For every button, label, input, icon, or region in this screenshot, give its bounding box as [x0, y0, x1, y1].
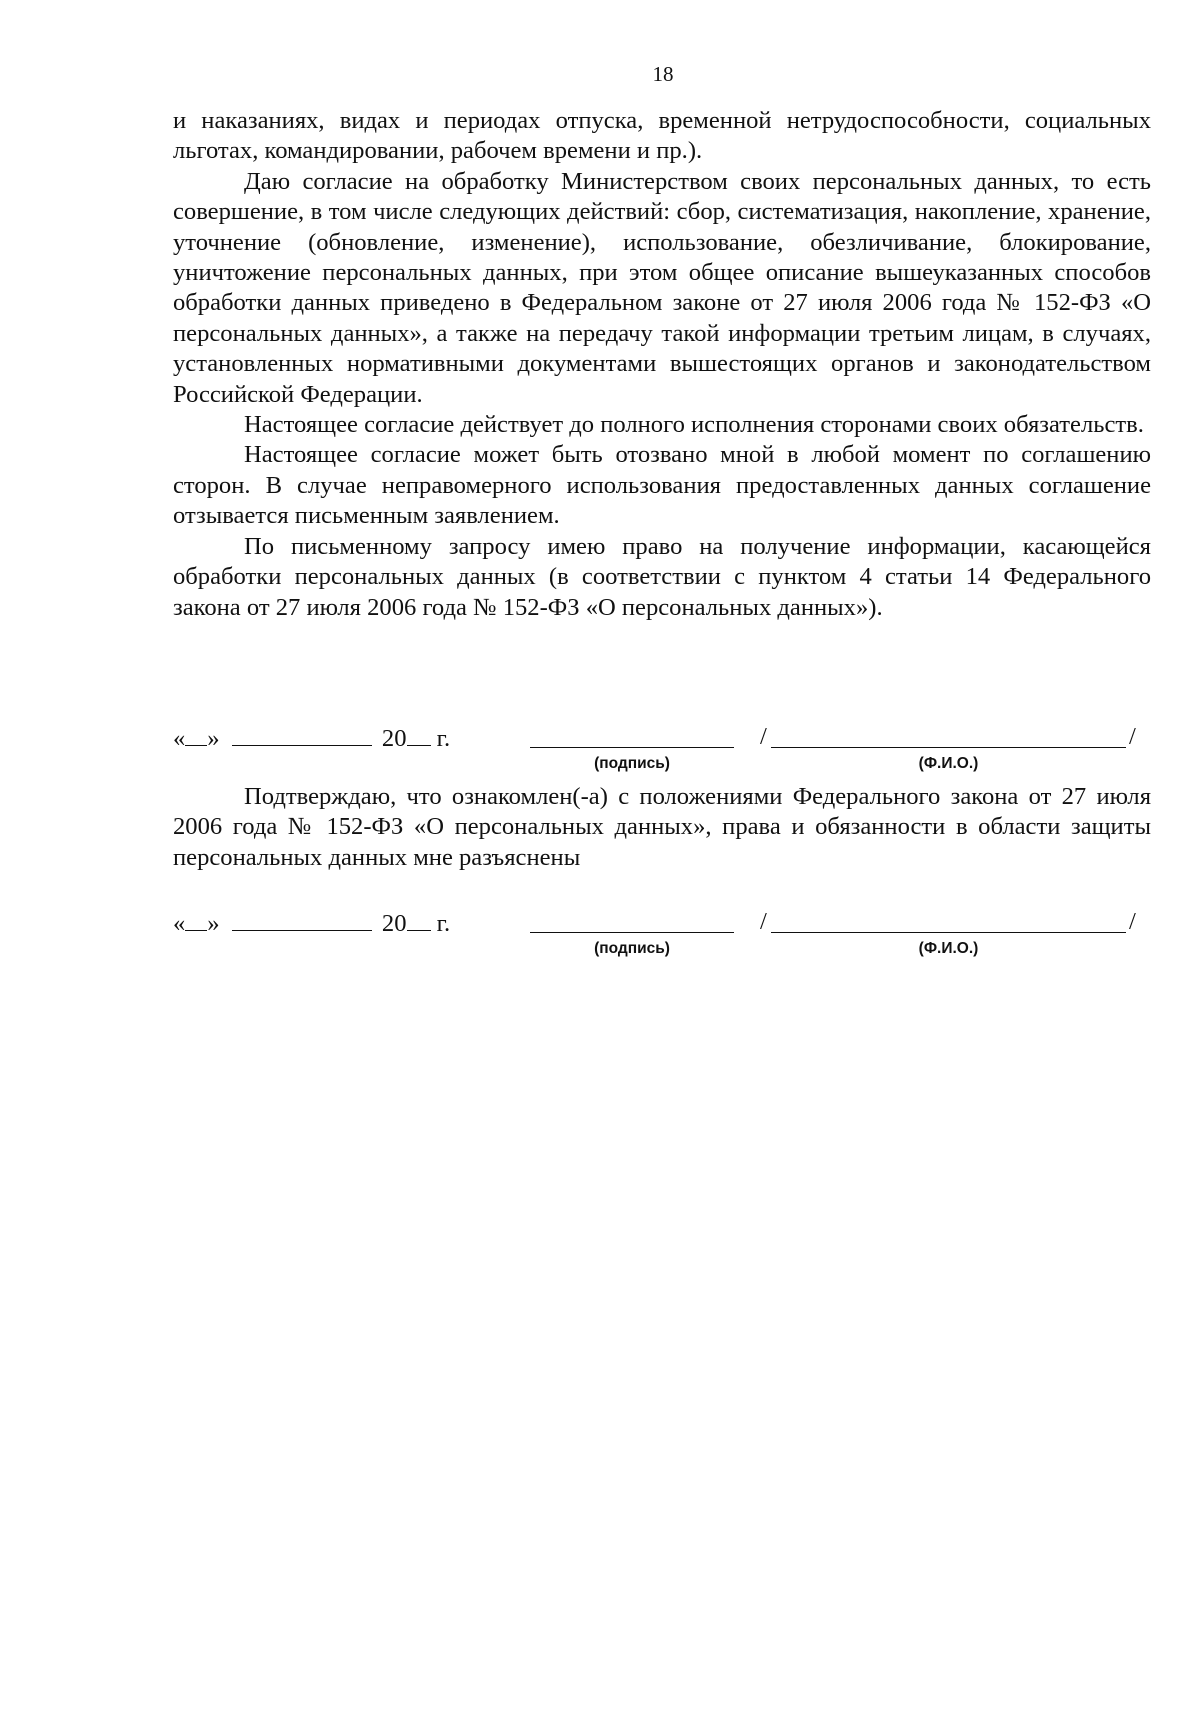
- year-suffix: г.: [436, 725, 451, 752]
- year-blank[interactable]: [407, 723, 431, 746]
- paragraph-information-request: По письменному запросу имею право на получение информации, касающейся обработки персональных данных (в соответствии с пунктом 4 статьи 14 Федерального закона от 27 июля 2006 года № 152-ФЗ «О персональных данных»).: [173, 532, 1151, 621]
- month-blank[interactable]: [232, 723, 372, 746]
- signature-caption: (подпись): [594, 755, 670, 772]
- quote-close: »: [207, 725, 220, 752]
- paragraph-confirmation: Подтверждаю, что ознакомлен(-а) с положениями Федерального закона от 27 июля 2006 года № 152-ФЗ «О персональных данных», права и обязанности в области защиты персональных данных мне разъяснены: [173, 783, 1151, 871]
- month-blank[interactable]: [232, 908, 372, 931]
- date-field[interactable]: [173, 723, 450, 753]
- year-prefix: 20: [381, 910, 407, 937]
- signature-row-1: [173, 723, 1151, 779]
- quote-close: »: [207, 910, 220, 937]
- paragraph-validity: Настоящее согласие действует до полного исполнения сторонами своих обязательств.: [244, 411, 1144, 439]
- slash-left: /: [760, 908, 767, 935]
- date-field[interactable]: [173, 908, 450, 938]
- document-body: [173, 106, 1151, 623]
- name-caption: (Ф.И.О.): [918, 940, 979, 957]
- year-suffix: г.: [436, 910, 451, 937]
- signature-row-2: [173, 908, 1151, 964]
- paragraph-consent: Даю согласие на обработку Министерством своих персональных данных, то есть совершение, в том числе следующих действий: сбор, систематизация, накопление, хранение, уточнение (обновление, изменение), использование, обезличивание, блокирование, уничтожение персональных данных, при этом общее описание вышеуказанных способов обработки данных приведено в Федеральном законе от 27 июля 2006 года № 152-ФЗ «О персональных данных», а также на передачу такой информации третьим лицам, в случаях, установленных нормативными документами вышестоящих органов и законодательством Российской Федерации.: [173, 167, 1151, 408]
- day-blank[interactable]: [185, 723, 207, 746]
- confirmation-block: [173, 782, 1151, 873]
- signature-line[interactable]: [530, 932, 734, 933]
- slash-right: /: [1129, 723, 1136, 750]
- signature-caption: (подпись): [594, 940, 670, 957]
- quote-open: «: [173, 910, 186, 937]
- day-blank[interactable]: [185, 908, 207, 931]
- name-line[interactable]: [771, 747, 1126, 748]
- year-blank[interactable]: [407, 908, 431, 931]
- paragraph-continuation: и наказаниях, видах и периодах отпуска, временной нетрудоспособности, социальных льготах, командировании, рабочем времени и пр.).: [173, 107, 1151, 165]
- name-line[interactable]: [771, 932, 1126, 933]
- paragraph-revocation: Настоящее согласие может быть отозвано мной в любой момент по соглашению сторон. В случае неправомерного использования предоставленных данных соглашение отзывается письменным заявлением.: [173, 441, 1151, 530]
- name-caption: (Ф.И.О.): [918, 755, 979, 772]
- slash-left: /: [760, 723, 767, 750]
- page-number: 18: [652, 62, 674, 86]
- signature-line[interactable]: [530, 747, 734, 748]
- quote-open: «: [173, 725, 186, 752]
- year-prefix: 20: [381, 725, 407, 752]
- slash-right: /: [1129, 908, 1136, 935]
